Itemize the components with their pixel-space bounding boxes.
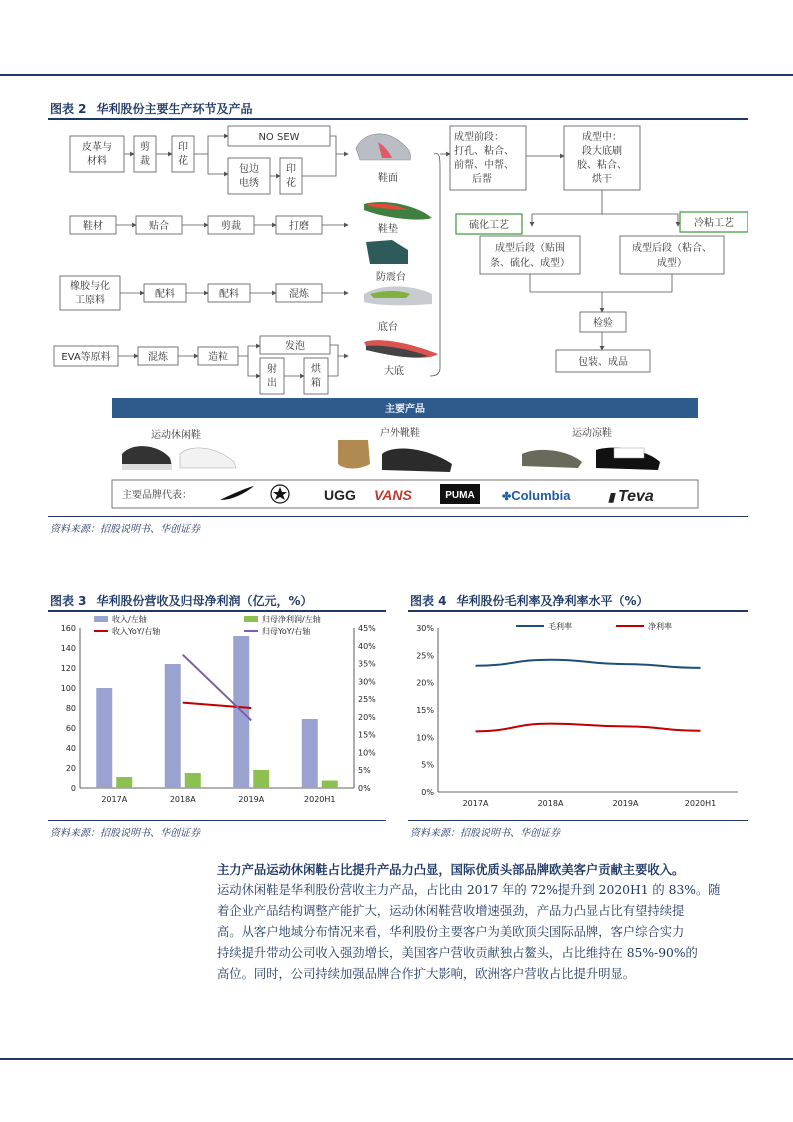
svg-text:裁: 裁 [140, 156, 150, 167]
svg-text:硫化工艺: 硫化工艺 [469, 220, 509, 231]
bar-1 [185, 773, 201, 788]
svg-text:剪: 剪 [140, 142, 150, 153]
fig3-bottom-rule [48, 820, 386, 821]
sandal-images [522, 448, 660, 470]
svg-text:成型后段（贴围: 成型后段（贴围 [495, 243, 565, 254]
fig2-bottom-rule [48, 516, 748, 517]
svg-text:出: 出 [267, 378, 277, 389]
svg-text:户外靴鞋: 户外靴鞋 [380, 428, 420, 439]
svg-text:防震台: 防震台 [376, 272, 406, 283]
svg-text:工原料: 工原料 [75, 295, 105, 306]
svg-text:打磨: 打磨 [289, 221, 309, 232]
x-tick-label: 2018A [169, 795, 196, 804]
x-tick-label: 2020H1 [684, 799, 717, 808]
y-tick-label: 10% [416, 733, 434, 743]
left-tick-label: 20 [65, 764, 76, 773]
ugg-logo: UGG [324, 487, 356, 503]
flow-leather-l2: 材料 [87, 156, 107, 167]
series-line-0 [476, 660, 701, 668]
body-line: 运动休闲鞋是华利股份营收主力产品，占比由 2017 年的 72%提升到 2020H1 的 83%。随 [217, 883, 721, 897]
svg-text:打孔、粘合、: 打孔、粘合、 [454, 146, 514, 157]
svg-text:剪裁: 剪裁 [221, 221, 241, 232]
svg-text:后帮: 后帮 [472, 174, 492, 185]
legend-label: 归母净利润/左轴 [262, 615, 321, 624]
svg-text:底台: 底台 [378, 322, 398, 333]
svg-text:发泡: 发泡 [285, 341, 305, 352]
svg-text:混炼: 混炼 [148, 352, 168, 363]
fig2-source: 资料来源：招股说明书、华创证券 [50, 524, 200, 535]
fig3-source: 资料来源：招股说明书、华创证券 [50, 828, 200, 839]
right-tick-label: 35% [358, 659, 376, 669]
right-tick-label: 15% [358, 730, 376, 740]
svg-text:胶、粘合、: 胶、粘合、 [577, 160, 627, 171]
svg-text:箱: 箱 [311, 378, 321, 389]
right-tick-label: 30% [358, 677, 376, 687]
shock-pad-image [366, 240, 408, 264]
svg-text:鞋垫: 鞋垫 [378, 224, 398, 235]
svg-text:条、硫化、成型）: 条、硫化、成型） [490, 258, 570, 269]
bar-1 [253, 770, 269, 788]
y-tick-label: 30% [416, 624, 434, 633]
left-tick-label: 160 [60, 624, 76, 633]
right-tick-label: 45% [358, 624, 376, 633]
left-tick-label: 100 [60, 684, 76, 693]
svg-text:大底: 大底 [384, 366, 404, 377]
bar-0 [96, 688, 112, 788]
svg-text:配料: 配料 [219, 289, 239, 300]
svg-text:主要品牌代表：: 主要品牌代表： [122, 490, 192, 501]
fig4-title: 图表 4 华利股份毛利率及净利率水平（%） [410, 594, 649, 608]
fig4-source: 资料来源：招股说明书、华创证券 [410, 828, 560, 839]
margin-chart [408, 614, 748, 814]
svg-text:鞋面: 鞋面 [378, 173, 398, 184]
svg-text:包边: 包边 [239, 164, 259, 175]
svg-text:运动凉鞋: 运动凉鞋 [572, 428, 612, 439]
production-flow-diagram [48, 118, 748, 516]
flow-leather-l1: 皮革与 [82, 142, 112, 153]
right-tick-label: 40% [358, 641, 376, 651]
svg-text:花: 花 [286, 178, 296, 189]
y-tick-label: 20% [416, 678, 434, 688]
svg-text:鞋材: 鞋材 [83, 221, 103, 232]
x-tick-label: 2017A [101, 795, 128, 804]
outsole-image [364, 340, 438, 358]
body-paragraph [217, 880, 752, 985]
x-tick-label: 2019A [238, 795, 265, 804]
svg-text:造粒: 造粒 [208, 352, 228, 363]
svg-text:烘: 烘 [311, 364, 321, 375]
right-tick-label: 25% [358, 695, 376, 705]
svg-text:前帮、中帮、: 前帮、中帮、 [454, 160, 514, 171]
y-tick-label: 25% [416, 651, 434, 661]
x-tick-label: 2019A [612, 799, 639, 808]
left-tick-label: 80 [65, 704, 76, 713]
top-rule [0, 74, 793, 76]
x-tick-label: 2020H1 [304, 795, 336, 804]
svg-text:主要产品: 主要产品 [385, 404, 425, 415]
puma-logo: PUMA [445, 490, 475, 501]
bottom-rule [0, 1058, 793, 1060]
svg-text:烘干: 烘干 [592, 174, 612, 185]
bar-1 [322, 781, 338, 789]
right-tick-label: 5% [358, 766, 371, 776]
right-tick-label: 0% [358, 784, 371, 793]
left-tick-label: 120 [60, 664, 76, 673]
fig4-bottom-rule [408, 820, 748, 821]
legend-label: 毛利率 [548, 622, 572, 631]
svg-text:印: 印 [286, 164, 296, 175]
teva-logo: ▮ Teva [608, 488, 654, 505]
svg-text:EVA等原料: EVA等原料 [61, 352, 111, 363]
series-line-1 [476, 724, 701, 732]
svg-text:电绣: 电绣 [239, 178, 259, 189]
columbia-logo: ✤Columbia [502, 488, 571, 503]
svg-text:成型前段：: 成型前段： [454, 132, 504, 143]
right-tick-label: 20% [358, 712, 376, 722]
svg-text:检验: 检验 [593, 318, 613, 329]
y-tick-label: 15% [416, 706, 434, 715]
body-line: 高。从客户地域分布情况来看，华利股份主要客户为美欧顶尖国际品牌，客户综合实力 [217, 925, 685, 939]
svg-text:配料: 配料 [155, 289, 175, 300]
svg-text:混炼: 混炼 [289, 289, 309, 300]
svg-text:成型）: 成型） [657, 258, 687, 269]
body-line: 持续提升带动公司收入强劲增长，美国客户营收贡献独占鳌头，占比维持在 85%-90%的 [217, 946, 698, 960]
svg-text:包装、成品: 包装、成品 [578, 357, 628, 368]
legend-label: 净利率 [648, 622, 672, 631]
legend-swatch [244, 616, 258, 622]
fig3-title: 图表 3 华利股份营收及归母净利润（亿元，%） [50, 594, 313, 608]
fig2-title: 图表 2 华利股份主要生产环节及产品 [50, 102, 253, 116]
legend-label: 归母YoY/右轴 [262, 627, 311, 636]
shoe-upper-image [356, 134, 411, 160]
svg-text:运动休闲鞋: 运动休闲鞋 [151, 430, 201, 441]
vans-logo: VANS [374, 487, 412, 503]
y-tick-label: 5% [421, 760, 434, 770]
right-tick-label: 10% [358, 748, 376, 758]
svg-text:花: 花 [178, 156, 188, 167]
left-tick-label: 140 [60, 644, 76, 653]
svg-text:射: 射 [267, 364, 277, 375]
body-line: 高位。同时，公司持续加强品牌合作扩大影响，欧洲客户营收占比提升明显。 [217, 967, 636, 981]
outdoor-boot-images [338, 440, 452, 472]
section-heading: 主力产品运动休闲鞋占比提升产品力凸显，国际优质头部品牌欧美客户贡献主要收入。 [217, 862, 685, 877]
left-tick-label: 40 [65, 744, 76, 753]
x-tick-label: 2018A [537, 799, 564, 808]
svg-text:成型后段（粘合、: 成型后段（粘合、 [632, 243, 712, 254]
midsole-image [364, 286, 432, 305]
y-tick-label: 0% [421, 788, 434, 797]
left-tick-label: 60 [65, 724, 76, 733]
bar-0 [165, 664, 181, 788]
body-line: 着企业产品结构调整产能扩大，运动休闲鞋营收增速强劲，产品力凸显占比有望持续提 [217, 904, 685, 918]
bar-1 [116, 777, 132, 788]
svg-text:段大底刷: 段大底刷 [582, 146, 622, 157]
svg-text:印: 印 [178, 142, 188, 153]
casual-shoe-images [122, 446, 236, 470]
svg-text:贴合: 贴合 [149, 221, 169, 232]
svg-text:冷粘工艺: 冷粘工艺 [694, 218, 734, 229]
x-tick-label: 2017A [462, 799, 489, 808]
svg-text:NO SEW: NO SEW [258, 132, 300, 143]
fig4-title-rule [408, 610, 748, 612]
legend-label: 收入/左轴 [112, 615, 147, 624]
revenue-profit-chart [48, 614, 388, 814]
insole-image [364, 202, 432, 220]
bar-0 [302, 719, 318, 788]
legend-swatch [94, 616, 108, 622]
fig3-title-rule [48, 610, 386, 612]
left-tick-label: 0 [70, 784, 76, 793]
legend-label: 收入YoY/右轴 [112, 627, 161, 636]
svg-text:成型中：: 成型中： [582, 132, 622, 143]
svg-text:橡胶与化: 橡胶与化 [70, 281, 110, 292]
